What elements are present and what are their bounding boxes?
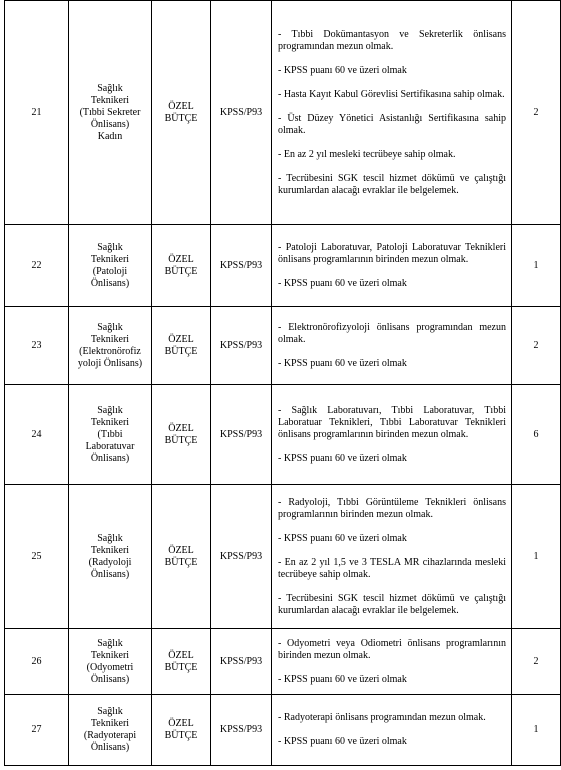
requirement-item: - KPSS puanı 60 ve üzeri olmak bbox=[278, 357, 407, 369]
budget-type-cell bbox=[152, 385, 211, 485]
kpss-type: KPSS/P93 bbox=[219, 428, 263, 440]
requirement-item: - En az 2 yıl 1,5 ve 3 TESLA MR cihazlarında mesleki tecrübeye sahip olmak. bbox=[278, 556, 506, 580]
kpss-type-cell bbox=[211, 695, 272, 766]
requirement-item: - Tecrübesini SGK tescil hizmet dökümü ve çalıştığı kurumlardan alacağı evraklar ile belgelemek. bbox=[278, 172, 506, 196]
position-count-cell bbox=[512, 225, 561, 307]
budget-type: ÖZEL BÜTÇE bbox=[164, 544, 198, 568]
kpss-type-cell bbox=[211, 307, 272, 385]
table-row bbox=[5, 485, 561, 629]
table-row bbox=[5, 1, 561, 225]
position-title-cell bbox=[69, 629, 152, 695]
budget-type-cell bbox=[152, 695, 211, 766]
budget-type-cell bbox=[152, 1, 211, 225]
requirement-item: - Sağlık Laboratuvarı, Tıbbi Laboratuvar, Tıbbi Laboratuar Teknikleri, Tıbbi Laboratuvar Teknikleri önlisans programlarının birinden mezun olmak. bbox=[278, 404, 506, 440]
row-number: 25 bbox=[31, 550, 42, 562]
requirement-item: - Hasta Kayıt Kabul Görevlisi Sertifikasına sahip olmak. bbox=[278, 88, 505, 100]
row-number: 26 bbox=[31, 655, 42, 667]
budget-type: ÖZEL BÜTÇE bbox=[164, 718, 198, 741]
position-count-cell bbox=[512, 307, 561, 385]
row-number: 21 bbox=[31, 106, 42, 118]
row-number: 22 bbox=[31, 259, 42, 271]
kpss-type: KPSS/P93 bbox=[219, 259, 263, 271]
position-count: 1 bbox=[533, 724, 539, 735]
kpss-type: KPSS/P93 bbox=[219, 550, 263, 562]
requirement-item: - KPSS puanı 60 ve üzeri olmak bbox=[278, 277, 407, 289]
table-row bbox=[5, 629, 561, 695]
budget-type-cell bbox=[152, 629, 211, 695]
position-title-cell bbox=[69, 485, 152, 629]
row-number: 24 bbox=[31, 428, 42, 440]
position-count-cell bbox=[512, 1, 561, 225]
position-title: Sağlık Teknikeri (Odyometri Önlisans) bbox=[86, 637, 134, 685]
position-count: 2 bbox=[533, 655, 539, 667]
position-title: Sağlık Teknikeri (Tıbbi Sekreter Önlisans) Kadın bbox=[79, 82, 141, 142]
budget-type: ÖZEL BÜTÇE bbox=[164, 100, 198, 124]
kpss-type-cell bbox=[211, 485, 272, 629]
row-number-cell bbox=[5, 629, 69, 695]
requirements-cell bbox=[272, 629, 512, 695]
position-title: Sağlık Teknikeri (Radyoterapi Önlisans) bbox=[83, 706, 137, 753]
position-title: Sağlık Teknikeri (Radyoloji Önlisans) bbox=[88, 532, 132, 580]
kpss-type: KPSS/P93 bbox=[219, 106, 263, 118]
position-count-cell bbox=[512, 629, 561, 695]
position-count: 1 bbox=[533, 550, 539, 562]
position-count: 1 bbox=[533, 259, 539, 271]
requirement-item: - Elektronörofizyoloji önlisans programından mezun olmak. bbox=[278, 321, 506, 345]
requirements-cell bbox=[272, 1, 512, 225]
position-count: 6 bbox=[533, 428, 539, 440]
row-number-cell bbox=[5, 1, 69, 225]
position-count-cell bbox=[512, 485, 561, 629]
position-title-cell bbox=[69, 385, 152, 485]
budget-type-cell bbox=[152, 225, 211, 307]
requirements-cell bbox=[272, 225, 512, 307]
requirement-item: - Radyoterapi önlisans programından mezun olmak. bbox=[278, 712, 486, 723]
table-row bbox=[5, 307, 561, 385]
requirement-item: - KPSS puanı 60 ve üzeri olmak bbox=[278, 673, 407, 685]
requirement-item: - Tecrübesini SGK tescil hizmet dökümü ve çalıştığı kurumlardan alacağı evraklar ile belgelemek. bbox=[278, 592, 506, 616]
row-number-cell bbox=[5, 385, 69, 485]
table-row bbox=[5, 385, 561, 485]
requirement-item: - Patoloji Laboratuvar, Patoloji Laboratuvar Teknikleri önlisans programlarının birinden mezun olmak. bbox=[278, 241, 506, 265]
requirements-cell bbox=[272, 695, 512, 766]
requirement-item: - KPSS puanı 60 ve üzeri olmak bbox=[278, 452, 407, 464]
kpss-type-cell bbox=[211, 1, 272, 225]
position-title: Sağlık Teknikeri (Tıbbi Laboratuvar Önlisans) bbox=[85, 404, 135, 464]
table-row bbox=[5, 695, 561, 766]
kpss-type-cell bbox=[211, 385, 272, 485]
position-count: 2 bbox=[533, 339, 539, 351]
requirement-item: - Tıbbi Dokümantasyon ve Sekreterlik önlisans programından mezun olmak. bbox=[278, 28, 506, 52]
row-number-cell bbox=[5, 695, 69, 766]
position-count-cell bbox=[512, 695, 561, 766]
row-number-cell bbox=[5, 485, 69, 629]
budget-type: ÖZEL BÜTÇE bbox=[164, 253, 198, 277]
requirement-item: - Radyoloji, Tıbbi Görüntüleme Teknikleri önlisans programlarının birinden mezun olmak. bbox=[278, 496, 506, 520]
budget-type-cell bbox=[152, 485, 211, 629]
kpss-type: KPSS/P93 bbox=[219, 724, 263, 735]
table-row bbox=[5, 225, 561, 307]
position-title-cell bbox=[69, 307, 152, 385]
kpss-type: KPSS/P93 bbox=[219, 339, 263, 351]
requirement-item: - En az 2 yıl mesleki tecrübeye sahip olmak. bbox=[278, 148, 456, 160]
requirements-cell bbox=[272, 385, 512, 485]
kpss-type-cell bbox=[211, 629, 272, 695]
kpss-type-cell bbox=[211, 225, 272, 307]
row-number: 23 bbox=[31, 339, 42, 351]
position-title: Sağlık Teknikeri (Elektronörofiz yoloji Önlisans) bbox=[77, 321, 143, 369]
position-title: Sağlık Teknikeri (Patoloji Önlisans) bbox=[90, 241, 130, 289]
budget-type: ÖZEL BÜTÇE bbox=[164, 649, 198, 673]
position-table bbox=[4, 0, 561, 766]
requirement-item: - KPSS puanı 60 ve üzeri olmak bbox=[278, 532, 407, 544]
requirements-cell bbox=[272, 485, 512, 629]
row-number: 27 bbox=[31, 724, 42, 735]
position-title-cell bbox=[69, 1, 152, 225]
budget-type: ÖZEL BÜTÇE bbox=[164, 333, 198, 357]
row-number-cell bbox=[5, 307, 69, 385]
budget-type-cell bbox=[152, 307, 211, 385]
requirement-item: - Odyometri veya Odiometri önlisans programlarının birinden mezun olmak. bbox=[278, 637, 506, 661]
requirements-cell bbox=[272, 307, 512, 385]
position-count: 2 bbox=[533, 106, 539, 118]
row-number-cell bbox=[5, 225, 69, 307]
kpss-type: KPSS/P93 bbox=[219, 655, 263, 667]
position-title-cell bbox=[69, 225, 152, 307]
requirement-item: - Üst Düzey Yönetici Asistanlığı Sertifikasına sahip olmak. bbox=[278, 112, 506, 136]
position-title-cell bbox=[69, 695, 152, 766]
position-table-body bbox=[5, 1, 561, 766]
position-count-cell bbox=[512, 385, 561, 485]
requirement-item: - KPSS puanı 60 ve üzeri olmak bbox=[278, 64, 407, 76]
requirement-item: - KPSS puanı 60 ve üzeri olmak bbox=[278, 736, 407, 747]
budget-type: ÖZEL BÜTÇE bbox=[164, 422, 198, 446]
